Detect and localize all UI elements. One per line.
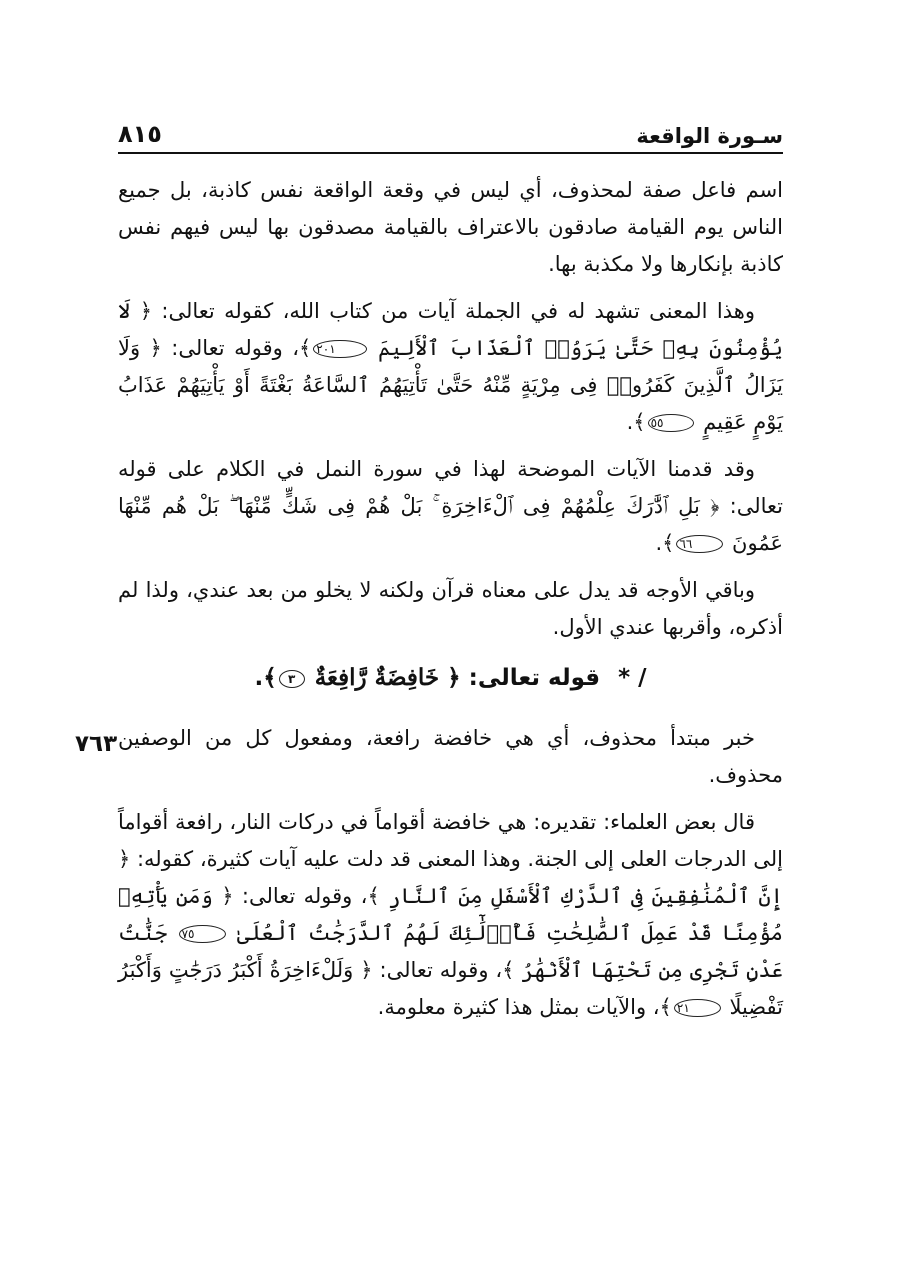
page-body <box>118 172 783 1026</box>
paragraph-3 <box>118 451 783 562</box>
section-heading <box>118 658 783 698</box>
paragraph-2 <box>118 293 783 441</box>
verse-3: ﴿ بَلِ ٱدَّٰرَكَ عِلْمُهُمْ فِى ٱلْءَاخِرَةِ ۚ بَلْ هُمْ فِى شَكٍّ مِّنْهَا ۖ بَلْ هُم مِّنْهَا عَمُونَ <box>118 494 783 555</box>
p3-end: ﴾. <box>655 531 675 555</box>
heading-verse-number: ٣ <box>279 670 305 688</box>
p6-end: ﴾، والآيات بمثل هذا كثيرة معلومة. <box>377 995 672 1019</box>
page <box>118 108 783 1036</box>
paragraph-5: خبر مبتدأ محذوف، أي هي خافضة رافعة، ومفعول كل من الوصفين محذوف. <box>118 726 783 787</box>
heading-label: قوله تعالى: <box>460 665 601 691</box>
p2-intro: وهذا المعنى تشهد له في الجملة آيات من كتاب الله، كقوله تعالى: <box>152 299 755 323</box>
p6-mid1: ﴾، وقوله تعالى: <box>233 884 380 908</box>
surah-title: سـورة الواقعة <box>636 124 783 148</box>
verse-number-3: ٦٦ <box>676 535 723 553</box>
paragraph-6 <box>118 804 783 1026</box>
verse-number-1: ٢٠١ <box>313 340 366 358</box>
heading-prefix: / * <box>610 665 647 691</box>
p3-intro: وقد قدمنا الآيات الموضحة لهذا في سورة النمل في الكلام على قوله تعالى: <box>118 457 784 518</box>
page-number: ٨١٥ <box>118 120 162 148</box>
verse-6: ﴿ وَلَلْءَاخِرَةُ أَكْبَرُ دَرَجَٰتٍ وَأَكْبَرُ تَفْضِيلًا <box>118 958 783 1019</box>
paragraph-4: وباقي الأوجه قد يدل على معناه قرآن ولكنه لا يخلو من بعد عندي، ولذا لم أذكره، وأقربها عندي الأول. <box>118 578 783 639</box>
p6-intro: قال بعض العلماء: تقديره: هي خافضة أقواماً في دركات النار، رافعة أقواماً إلى الدرجات العلى إلى الجنة. وهذا المعنى قد دلت عليه آيات كثيرة، كقوله: <box>118 810 783 871</box>
verse-number-6: ٢١ <box>674 999 721 1017</box>
page-header <box>118 108 783 154</box>
verse-number-5: ٧٥ <box>179 925 226 943</box>
paragraph-1: اسم فاعل صفة لمحذوف، أي ليس في وقعة الواقعة نفس كاذبة، بل جميع الناس يوم القيامة صادقون بالاعتراف بالقيامة مصدقون بها ليس فيهم نفس كاذبة بإنكارها ولا مكذبة بها. <box>118 178 783 276</box>
verse-1: ﴿ لَا يُؤْمِنُونَ بِهِۦ حَتَّىٰ يَرَوُا۟ ٱلْعَذَابَ ٱلْأَلِيمَ <box>118 299 783 360</box>
heading-end: ﴾. <box>254 665 277 691</box>
p6-mid2: ﴾، وقوله تعالى: <box>372 958 515 982</box>
verse-5: ﴿ وَمَن يَأْتِهِۦ مُؤْمِنًا قَدْ عَمِلَ ٱلصَّٰلِحَٰتِ فَأُو۟لَٰٓئِكَ لَهُمُ ٱلدَّرَجَٰتُ ٱلْعُلَىٰ <box>118 884 783 945</box>
verse-4: ﴿ إِنَّ ٱلْمُنَٰفِقِينَ فِى ٱلدَّرْكِ ٱلْأَسْفَلِ مِنَ ٱلنَّارِ <box>117 847 783 908</box>
p2-mid: ﴾، وقوله تعالى: <box>161 336 312 360</box>
verse-2: ﴿ وَلَا يَزَالُ ٱلَّذِينَ كَفَرُوا۟ فِى مِرْيَةٍ مِّنْهُ حَتَّىٰ تَأْتِيَهُمُ ٱلسَّاعَةُ بَغْتَةً أَوْ يَأْتِيَهُمْ عَذَابُ يَوْمٍ عَقِيمٍ <box>118 336 783 434</box>
margin-page-number: ٧٦٣ <box>75 731 118 757</box>
verse-number-2: ٥٥ <box>648 414 695 432</box>
verse-5b: جَنَّٰتُ عَدْنٍ تَجْرِى مِن تَحْتِهَا ٱلْأَنْهَٰرُ <box>118 921 783 982</box>
heading-verse: ﴿ خَافِضَةٌ رَّافِعَةٌ <box>306 664 461 691</box>
p2-end: ﴾. <box>626 410 646 434</box>
